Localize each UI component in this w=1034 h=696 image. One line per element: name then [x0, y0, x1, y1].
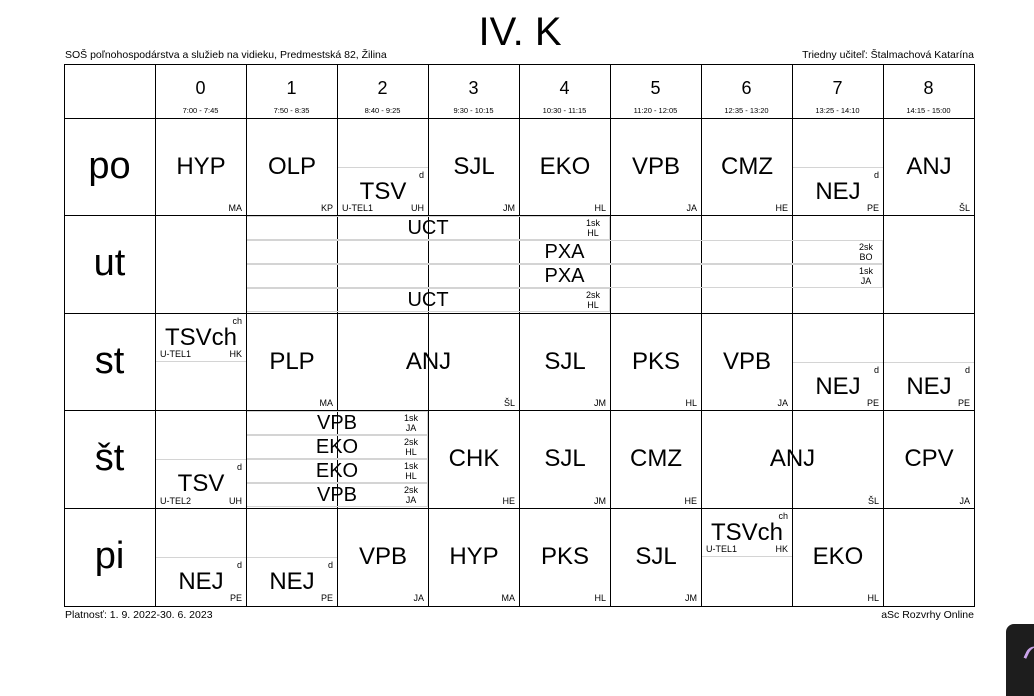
lesson-subject: SJL — [453, 153, 495, 181]
lesson-teacher: ŠL — [867, 495, 879, 506]
lesson-card — [338, 314, 519, 410]
lesson-card — [247, 240, 883, 264]
lesson-teacher: JA — [860, 276, 872, 287]
lesson-teacher: HL — [685, 398, 697, 409]
lesson-card — [884, 119, 974, 215]
lesson-group: d — [236, 559, 242, 570]
lesson-card — [429, 509, 519, 605]
lesson-group: d — [236, 462, 242, 473]
lesson-group: ch — [232, 315, 242, 326]
lesson-teacher: MA — [319, 398, 333, 409]
lesson-card — [520, 509, 610, 605]
lesson-group: 2sk — [858, 242, 873, 253]
lesson-teacher: PE — [320, 592, 333, 603]
lesson-subject: EKO — [315, 436, 359, 459]
lesson-teacher: JM — [594, 495, 606, 506]
feather-icon — [1023, 643, 1034, 665]
lesson-card — [429, 411, 519, 507]
lesson-teacher: ŠL — [503, 398, 515, 409]
school-name: SOŠ poľnohospodárstva a služieb na vidieku, Predmestská 82, Žilina — [65, 49, 387, 61]
lesson-teacher: HL — [405, 470, 417, 481]
period-time: 9:30 - 10:15 — [453, 106, 494, 115]
lesson-card — [247, 216, 610, 240]
period-time: 12:35 - 13:20 — [724, 106, 769, 115]
lesson-subject: PXA — [544, 265, 585, 288]
lesson-group: 2sk — [585, 289, 600, 300]
day-label: po — [88, 145, 131, 187]
lesson-subject: TSVch — [710, 518, 784, 546]
lesson-card — [156, 119, 246, 215]
lesson-teacher: HK — [229, 348, 242, 359]
lesson-card — [247, 459, 428, 483]
lesson-subject: TSV — [359, 178, 407, 206]
lesson-card — [338, 167, 428, 215]
lesson-teacher: UH — [411, 203, 424, 214]
lesson-group: d — [873, 365, 879, 375]
lesson-group: 1sk — [403, 460, 418, 471]
lesson-card — [429, 119, 519, 215]
lesson-card — [520, 119, 610, 215]
lesson-subject: VPB — [316, 483, 358, 506]
lesson-card — [247, 264, 883, 288]
lesson-card — [247, 119, 337, 215]
lesson-teacher: MA — [501, 592, 515, 603]
lesson-subject: HYP — [449, 542, 499, 570]
lesson-subject: NEJ — [269, 567, 315, 595]
lesson-subject: NEJ — [178, 567, 224, 595]
lesson-subject: NEJ — [815, 373, 861, 401]
lesson-card — [156, 557, 246, 605]
lesson-card — [247, 314, 337, 410]
lesson-card — [247, 483, 428, 507]
page-title: IV. K — [478, 10, 562, 54]
lesson-card — [156, 314, 246, 362]
lesson-subject: CHK — [448, 445, 500, 473]
lesson-card — [611, 119, 701, 215]
lesson-teacher: JA — [777, 398, 788, 409]
period-time: 14:15 - 15:00 — [906, 106, 951, 115]
lesson-subject: OLP — [267, 153, 317, 181]
lesson-teacher: HL — [594, 203, 606, 214]
lesson-card — [702, 119, 792, 215]
lesson-teacher: HK — [775, 543, 788, 554]
lesson-teacher: JM — [503, 203, 515, 214]
day-label: št — [94, 437, 125, 480]
lesson-teacher: MA — [228, 203, 242, 214]
lesson-group: 1sk — [403, 413, 418, 424]
lesson-subject: SJL — [635, 542, 677, 570]
lesson-subject: VPB — [358, 542, 408, 570]
lesson-room: U-TEL1 — [706, 543, 738, 554]
class-teacher: Triedny učiteľ: Štalmachová Katarína — [802, 49, 974, 61]
lesson-subject: PLP — [269, 347, 315, 375]
lesson-group: 1sk — [858, 266, 873, 277]
timetable-grid — [64, 64, 975, 607]
lesson-subject: SJL — [544, 445, 586, 473]
lesson-teacher: HL — [587, 299, 599, 310]
lesson-teacher: PE — [957, 398, 970, 409]
lesson-subject: ANJ — [405, 347, 452, 375]
lesson-card — [247, 411, 428, 435]
lesson-teacher: KP — [320, 203, 333, 214]
lesson-group: 2sk — [403, 484, 418, 495]
lesson-subject: TSVch — [164, 323, 238, 351]
period-number: 4 — [559, 78, 570, 98]
lesson-teacher: BO — [859, 252, 873, 263]
side-panel-tab[interactable] — [1006, 624, 1034, 696]
lesson-teacher: HL — [867, 592, 879, 603]
lesson-card — [793, 362, 883, 410]
lesson-teacher: JM — [594, 398, 606, 409]
lesson-card — [520, 314, 610, 410]
lesson-subject: SJL — [544, 347, 586, 375]
period-time: 7:50 - 8:35 — [273, 106, 310, 115]
lesson-subject: VPB — [316, 412, 358, 435]
lesson-room: U-TEL2 — [160, 495, 192, 506]
period-number: 1 — [286, 78, 297, 98]
lesson-subject: CPV — [904, 445, 954, 473]
lesson-card — [247, 435, 428, 459]
lesson-subject: VPB — [631, 153, 681, 181]
lesson-teacher: PE — [866, 203, 879, 214]
lesson-teacher: HL — [587, 228, 599, 239]
lesson-card — [611, 314, 701, 410]
lesson-teacher: JA — [405, 494, 417, 505]
lesson-card — [884, 362, 974, 410]
period-time: 13:25 - 14:10 — [815, 106, 860, 115]
period-time: 7:00 - 7:45 — [182, 106, 219, 115]
lesson-subject: PXA — [544, 241, 585, 264]
lesson-subject: NEJ — [815, 178, 861, 206]
lesson-group: d — [873, 170, 879, 181]
lesson-subject: ANJ — [769, 445, 816, 473]
period-time: 8:40 - 9:25 — [364, 106, 401, 115]
lesson-subject: CMZ — [721, 153, 773, 181]
lesson-group: ch — [778, 510, 788, 521]
period-number: 0 — [195, 78, 206, 98]
lesson-teacher: ŠL — [958, 203, 970, 214]
period-number: 3 — [468, 78, 479, 98]
lesson-teacher: JM — [685, 592, 697, 603]
lesson-card — [702, 314, 792, 410]
lesson-card — [702, 411, 883, 507]
lesson-group: 2sk — [403, 437, 418, 448]
lesson-teacher: JA — [413, 592, 424, 603]
lesson-group: d — [327, 559, 333, 570]
day-label: pi — [94, 534, 125, 577]
lesson-card — [338, 509, 428, 605]
lesson-subject: VPB — [722, 347, 772, 375]
lesson-teacher: HE — [775, 203, 788, 214]
lesson-subject: PKS — [540, 542, 590, 570]
lesson-card — [611, 509, 701, 605]
lesson-teacher: PE — [229, 592, 242, 603]
lesson-teacher: HL — [594, 592, 606, 603]
lesson-subject: UCT — [407, 217, 449, 240]
lesson-subject: EKO — [812, 542, 864, 570]
lesson-teacher: HL — [405, 447, 417, 458]
lesson-subject: EKO — [539, 153, 591, 181]
lesson-subject: TSV — [177, 470, 225, 498]
brand-text: aSc Rozvrhy Online — [881, 609, 974, 621]
lesson-card — [702, 509, 792, 557]
lesson-card — [793, 167, 883, 215]
lesson-card — [611, 411, 701, 507]
validity-text: Platnosť: 1. 9. 2022-30. 6. 2023 — [65, 609, 213, 621]
lesson-teacher: JA — [959, 495, 970, 506]
lesson-teacher: PE — [866, 398, 879, 409]
lesson-card — [520, 411, 610, 507]
lesson-card — [247, 288, 610, 312]
lesson-teacher: HE — [684, 495, 697, 506]
lesson-room: U-TEL1 — [160, 348, 192, 359]
period-time: 11:20 - 12:05 — [633, 106, 678, 115]
lesson-subject: HYP — [176, 153, 226, 181]
lesson-subject: CMZ — [630, 445, 682, 473]
lesson-card — [156, 459, 246, 507]
lesson-subject: EKO — [315, 459, 359, 482]
lesson-group: 1sk — [585, 218, 600, 229]
lesson-subject: PKS — [631, 347, 681, 375]
lesson-subject: ANJ — [906, 153, 952, 181]
period-number: 8 — [923, 78, 934, 98]
lesson-card — [247, 557, 337, 605]
lesson-teacher: JA — [686, 203, 697, 214]
day-label: st — [94, 339, 125, 382]
period-time: 10:30 - 11:15 — [542, 106, 587, 115]
lesson-card — [884, 411, 974, 507]
lesson-teacher: JA — [405, 423, 417, 434]
lesson-group: d — [964, 365, 970, 375]
lesson-subject: NEJ — [906, 373, 952, 401]
period-number: 5 — [650, 78, 661, 98]
lesson-subject: UCT — [407, 288, 449, 311]
lesson-teacher: UH — [229, 495, 242, 506]
lesson-group: d — [418, 170, 424, 181]
period-number: 6 — [741, 78, 752, 98]
lesson-teacher: HE — [502, 495, 515, 506]
period-number: 7 — [832, 78, 843, 98]
day-label: ut — [93, 242, 126, 285]
lesson-room: U-TEL1 — [342, 203, 374, 214]
lesson-card — [793, 509, 883, 605]
period-number: 2 — [377, 78, 388, 98]
